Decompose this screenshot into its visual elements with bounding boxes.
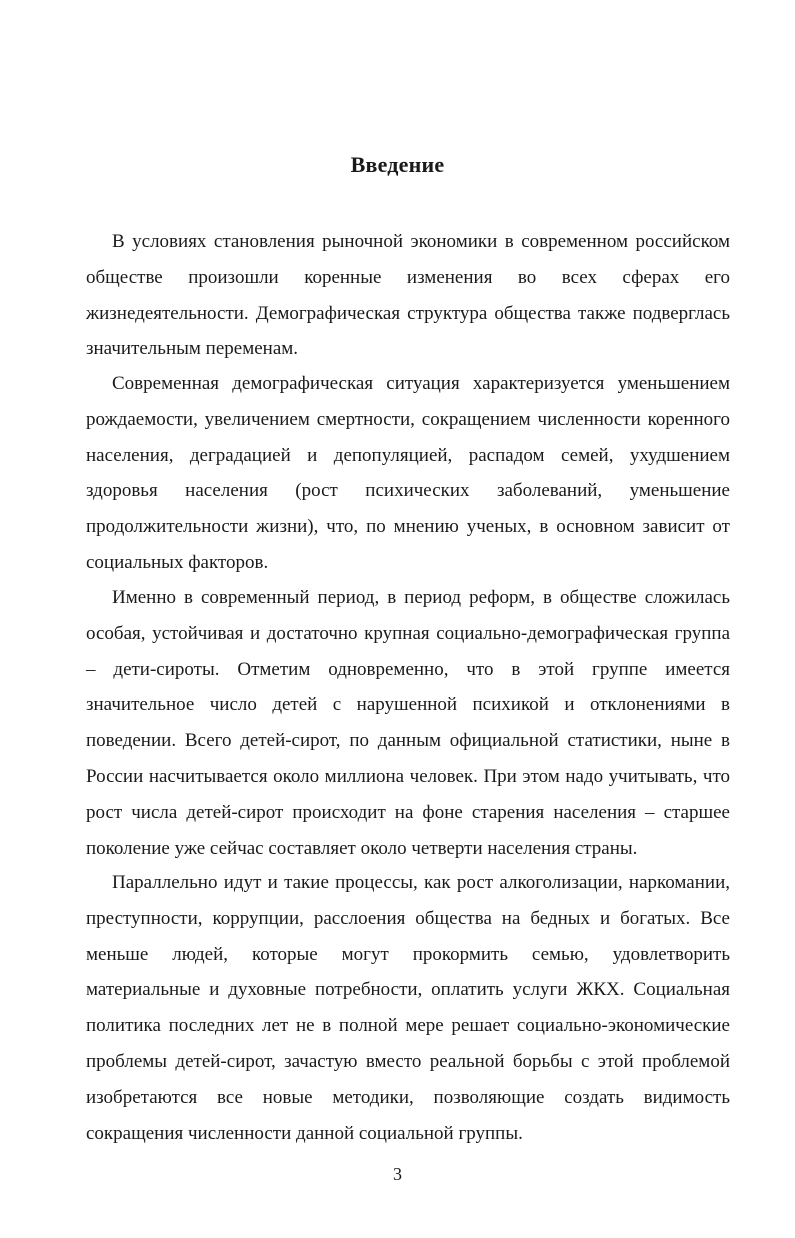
page-number: 3 xyxy=(393,1164,402,1184)
paragraph-4: Параллельно идут и такие процессы, как рост алкоголизации, наркомании, преступности, коррупции, расслоения общества на бедных и богатых. Все меньше людей, которые могут прокормить семью, удовлетворить материальные и духовные потребности, оплатить услуги ЖКХ. Социальная политика последних лет не в полной мере решает социально-экономические проблемы детей-сирот, зачастую вместо реальной борьбы с этой проблемой изобретаются все новые методики, позволяющие создать видимость сокращения численности данной социальной группы. xyxy=(86,872,730,1144)
paragraph-1: В условиях становления рыночной экономики в современном российском обществе произошли коренные изменения во всех сферах его жизнедеятельности. Демографическая структура общества также подверглась значительным переменам. xyxy=(86,231,730,360)
paragraph-3: Именно в современный период, в период реформ, в обществе сложилась особая, устойчивая и достаточно крупная социально-демографическая группа – дети-сироты. Отметим одновременно, что в этой группе имеется значительное число детей с нарушенной психикой и отклонениями в поведении. Всего детей-сирот, по данным официальной статистики, ныне в России насчитывается около миллиона человек. При этом надо учитывать, что рост числа детей-сирот происходит на фоне старения населения – старшее поколение уже сейчас составляет около четверти населения страны. xyxy=(86,587,730,859)
paragraph-2: Современная демографическая ситуация характеризуется уменьшением рождаемости, увеличением смертности, сокращением численности коренного населения, деградацией и депопуляцией, распадом семей, ухудшением здоровья населения (рост психических заболеваний, уменьшение продолжительности жизни), что, по мнению ученых, в основном зависит от социальных факторов. xyxy=(86,373,730,573)
page-title: Введение xyxy=(350,152,445,177)
